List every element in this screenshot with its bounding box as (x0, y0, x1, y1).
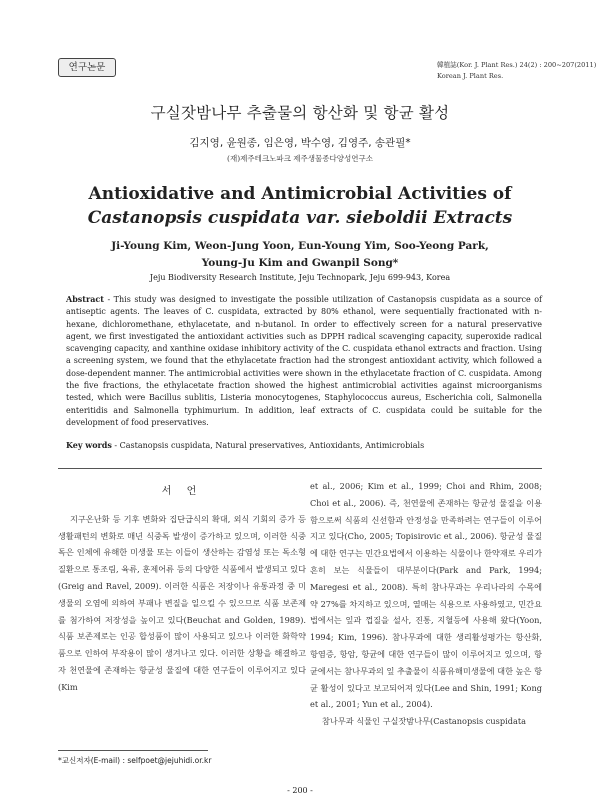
article-type-tag: 연구논문 (58, 58, 116, 77)
right-column-last-line: 참나무과 식물인 구실잣밤나무(Castanopsis cuspidata (322, 716, 527, 727)
english-affiliation: Jeju Biodiversity Research Institute, Jeju Technopark, Jeju 699-943, Korea (149, 273, 451, 282)
english-authors-line1: Ji-Young Kim, Weon-Jung Yoon, Eun-Young Yim, Soo-Yeong Park, (111, 240, 489, 252)
english-title-line1: Antioxidative and Antimicrobial Activities of (88, 184, 512, 204)
english-authors-line2: Young-Ju Kim and Gwanpil Song* (201, 257, 399, 269)
page-number: - 200 - (287, 786, 313, 795)
korean-title: 구실잣밤나무 추출물의 항산화 및 항균 활성 (150, 104, 450, 122)
right-column (310, 478, 542, 730)
right-column-text: et al., 2006; Kim et al., 1999; Choi and Rhim, 2008; Choi et al., 2006). 즉, 천연물에 존재하는 항균성 물질을 이용함으로써 식품의 신선함과 안정성을 만족하려는 연구들이 이루어지고 있다(Cho, 2005; Topisirovic et al., 2006). 항균성 물질에 대한 연구는 민간요법에서 이용하는 식물이나 한약재로 우리가 흔히 보는 식물들이 대부분이다(Park and Park, 1994; Maregesi et al., 2008). 특히 참나무과는 우리나라의 수목에 약 27%를 차지하고 있으며, 열매는 식용으로 사용하였고, 민간요법에서는 잎과 껍질을 설사, 진통, 지혈등에 사용해 왔다(Yoon, 1994; Kim, 1996). 참나무과에 대한 생리활성평가는 항산화, 항염증, 항암, 항균에 대한 연구들이 많이 이루어지고 있으며, 항균에서는 참나무과의 잎 추출물이 식품유해미생물에 대한 높은 항균 활성이 있다고 보고되어져 있다(Lee and Shin, 1991; Kong et al., 2001; Yun et al., 2004). (310, 481, 542, 710)
english-authors (0, 238, 600, 272)
journal-citation: 韓植誌(Kor. J. Plant Res.) 24(2) : 200~207(2011) (437, 61, 597, 69)
section-divider (58, 468, 542, 469)
journal-reference (437, 60, 597, 82)
keywords (66, 440, 424, 450)
journal-name: Korean J. Plant Res. (437, 72, 504, 80)
left-column-text: 지구온난화 등 기후 변화와 집단급식의 확대, 외식 기회의 증가 등 생활패턴의 변화로 매년 식중독 발생이 증가하고 있으며, 이러한 식중독은 인체에 유해한 미생물 또는 이들이 생산하는 감염성 또는 독소형 질환으로 통조림, 육류, 훈제어류 등의 다양한 식품에서 발생되고 있다(Greig and Ravel, 2009). 이러한 식품은 저장이나 유통과정 중 미생물의 오염에 의하여 부패나 변질을 일으킬 수 있으므로 식품 보존제를 첨가하여 저장성을 높이고 있다(Beuchat and Golden, 1989). 식품 보존제로는 인공 합성품이 많이 사용되고 있으나 이러한 화학약품으로 인하여 부작용이 많이 생겨나고 있다. 이러한 상황을 해결하고자 천연물에 존재하는 항균성 물질에 대한 연구들이 이루어지고 있다(Kim (58, 513, 306, 692)
english-title-line2: Castanopsis cuspidata var. sieboldii Extracts (87, 208, 513, 228)
korean-authors: 김지영, 윤원종, 임은영, 박수영, 김영주, 송관필* (189, 137, 411, 149)
korean-affiliation: (재)제주테크노파크 제주생물종다양성연구소 (227, 154, 373, 163)
left-column (58, 478, 306, 696)
section-heading: 서 언 (161, 486, 203, 497)
keywords-text: - Castanopsis cuspidata, Natural preservatives, Antioxidants, Antimicrobials (111, 441, 425, 450)
english-title (0, 182, 600, 230)
keywords-label: Key words (66, 440, 112, 450)
corresponding-author-footnote: *교신저자(E-mail) : selfpoet@jejuhidi.or.kr (58, 756, 212, 765)
footnote-divider (58, 750, 208, 751)
abstract (66, 293, 542, 429)
abstract-label: Abstract (66, 294, 104, 304)
abstract-text: - This study was designed to investigate the possible utilization of Castanopsis cuspidata as a source of antiseptic agents. The leaves of C. cuspidata, extracted by 80% ethanol, were sequentially fractionated with n-hexane, dichloromethane, ethylacetate, and n-butanol. In order to effectively screen for a natural preservative agent, we first investigated the antioxidant activities such as DPPH radical scavenging capacity, superoxide radical scavenging capacity, and xanthine oxidase inhibitory activity of the C. cuspidata ethanol extracts and fraction. Using a screening system, we found that the ethylacetate fraction had the strongest antioxidant activity, which followed a dose-dependent manner. The antimicrobial activities were shown in the ethylacetate fraction of C. cuspidata. Among the five fractions, the ethylacetate fraction showed the highest antimicrobial activities against microorganisms tested, which were Bacillus sublitis, Listeria monocytogenes, Staphylococcus aureus, Escherichia coli, Salmonella enteritidis and Salmonella typhimurium. In addition, leaf extracts of C. cuspidata could be suitable for the development of food preservatives. (66, 295, 542, 427)
